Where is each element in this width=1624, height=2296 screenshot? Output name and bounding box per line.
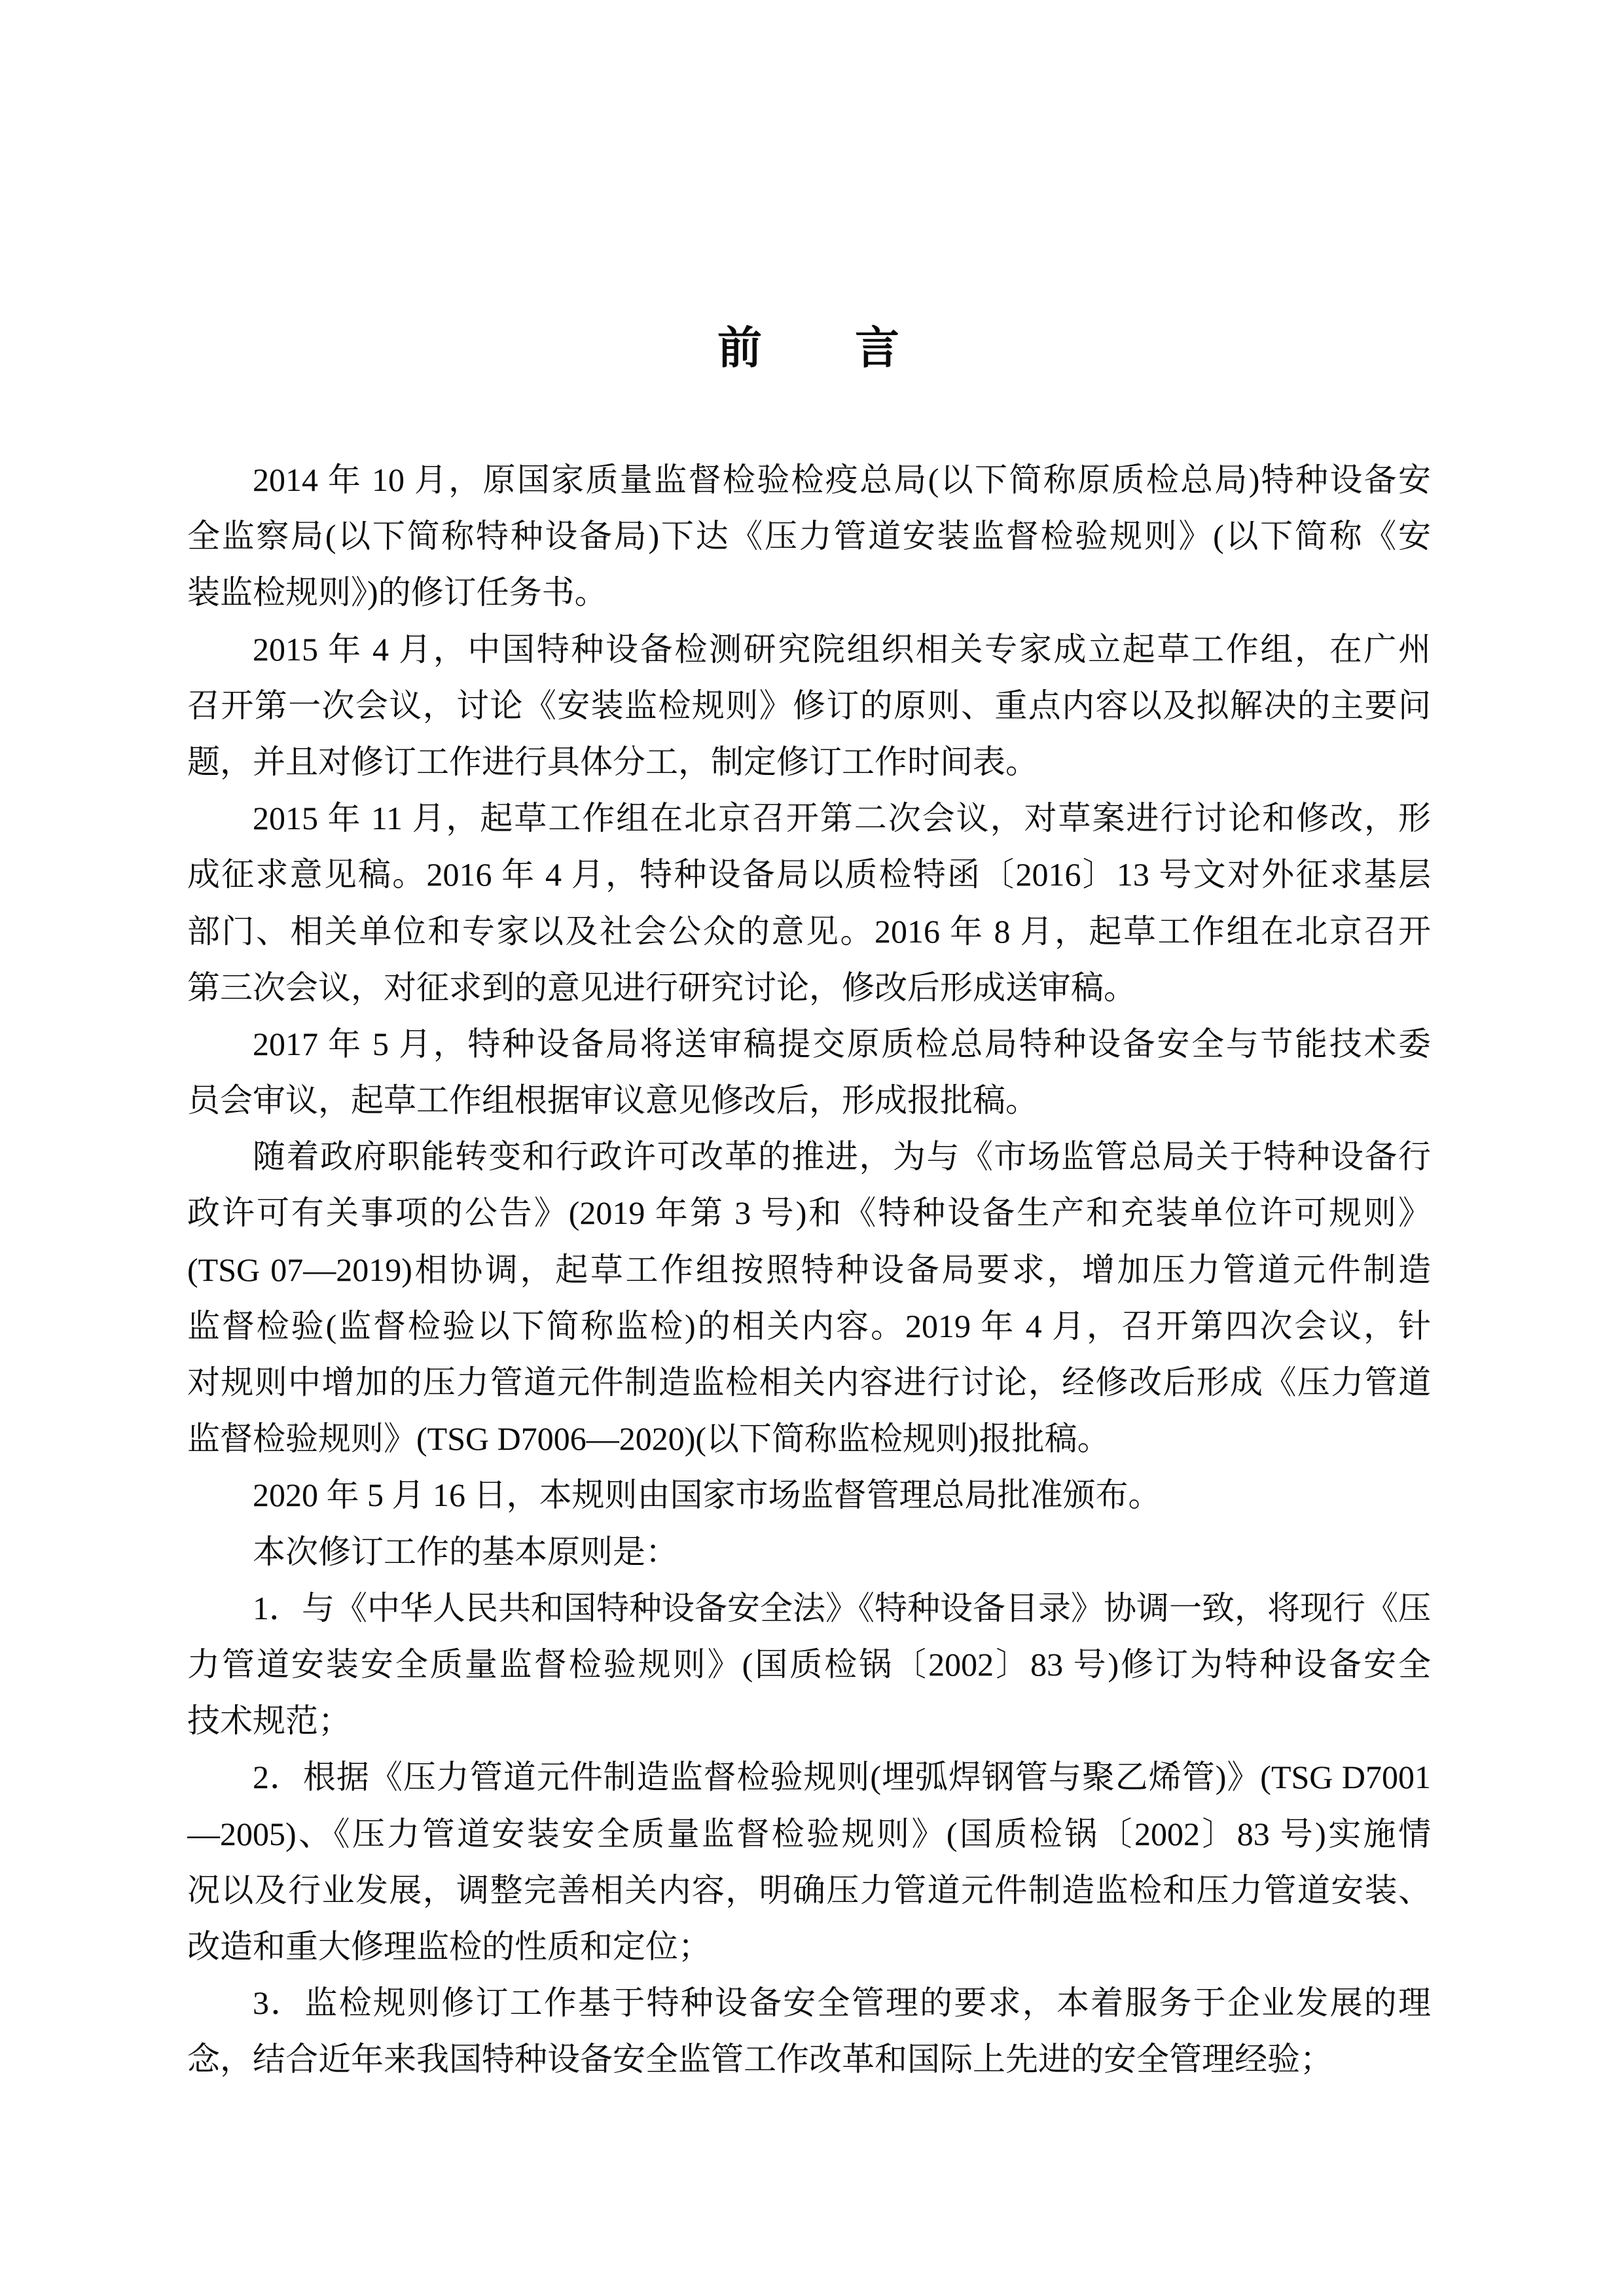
text-line: 2015 年 4 月，中国特种设备检测研究院组织相关专家成立起草工作组，在广州 xyxy=(253,630,1431,668)
page-title: 前 言 xyxy=(717,323,901,373)
paragraph xyxy=(187,452,1431,621)
text-line: 题，并且对修订工作进行具体分工，制定修订工作时间表。 xyxy=(187,743,1038,780)
text-line: 随着政府职能转变和行政许可改革的推进，为与《市场监管总局关于特种设备行 xyxy=(253,1138,1431,1175)
paragraph xyxy=(187,1524,1431,1580)
text-line: 员会审议，起草工作组根据审议意见修改后，形成报批稿。 xyxy=(187,1082,1038,1119)
text-line: 2．根据《压力管道元件制造监督检验规则(埋弧焊钢管与聚乙烯管)》(TSG D7001 xyxy=(253,1759,1431,1796)
text-line: 监督检验(监督检验以下简称监检)的相关内容。2019 年 4 月，召开第四次会议，针 xyxy=(187,1307,1431,1344)
text-line: 装监检规则》)的修订任务书。 xyxy=(187,574,607,611)
preface-body xyxy=(187,452,1431,2087)
text-line: 改造和重大修理监检的性质和定位； xyxy=(187,1928,711,1965)
paragraph xyxy=(187,1128,1431,1467)
paragraph xyxy=(187,1749,1431,1975)
text-line: 部门、相关单位和专家以及社会公众的意见。2016 年 8 月，起草工作组在北京召开 xyxy=(187,912,1431,950)
paragraph xyxy=(187,621,1431,791)
text-line: 念，结合近年来我国特种设备安全监管工作改革和国际上先进的安全管理经验； xyxy=(187,2041,1333,2078)
text-line: 对规则中增加的压力管道元件制造监检相关内容进行讨论，经修改后形成《压力管道 xyxy=(187,1364,1431,1401)
text-line: 政许可有关事项的公告》(2019 年第 3 号)和《特种设备生产和充装单位许可规则》 xyxy=(187,1194,1431,1232)
text-line: 全监察局(以下简称特种设备局)下达《压力管道安装监督检验规则》(以下简称《安 xyxy=(187,518,1431,555)
text-line: 3．监检规则修订工作基于特种设备安全管理的要求，本着服务于企业发展的理 xyxy=(253,1984,1431,2022)
text-line: 监督检验规则》(TSG D7006—2020)(以下简称监检规则)报批稿。 xyxy=(187,1420,1110,1458)
text-line: 召开第一次会议，讨论《安装监检规则》修订的原则、重点内容以及拟解决的主要问 xyxy=(187,687,1431,724)
paragraph xyxy=(187,1016,1431,1128)
text-line: 2015 年 11 月，起草工作组在北京召开第二次会议，对草案进行讨论和修改，形 xyxy=(253,800,1431,837)
paragraph xyxy=(187,1580,1431,1749)
text-line: 2014 年 10 月，原国家质量监督检验检疫总局(以下简称原质检总局)特种设备安 xyxy=(253,461,1431,498)
text-line: 2020 年 5 月 16 日，本规则由国家市场监督管理总局批准颁布。 xyxy=(253,1477,1161,1514)
text-line: 第三次会议，对征求到的意见进行研究讨论，修改后形成送审稿。 xyxy=(187,969,1136,1006)
text-line: 2017 年 5 月，特种设备局将送审稿提交原质检总局特种设备安全与节能技术委 xyxy=(253,1025,1431,1062)
text-line: (TSG 07—2019)相协调，起草工作组按照特种设备局要求，增加压力管道元件制造 xyxy=(187,1251,1431,1288)
text-line: 本次修订工作的基本原则是： xyxy=(253,1533,678,1570)
text-line: 成征求意见稿。2016 年 4 月，特种设备局以质检特函〔2016〕13 号文对外征求基层 xyxy=(187,856,1431,893)
paragraph xyxy=(187,790,1431,1016)
text-line: 1．与《中华人民共和国特种设备安全法》《特种设备目录》协调一致，将现行《压 xyxy=(253,1589,1431,1626)
text-line: 技术规范； xyxy=(187,1702,351,1740)
text-line: —2005)、《压力管道安装安全质量监督检验规则》(国质检锅〔2002〕83 号)实施情 xyxy=(187,1815,1431,1852)
text-line: 力管道安装安全质量监督检验规则》(国质检锅〔2002〕83 号)修订为特种设备安全 xyxy=(187,1645,1431,1683)
text-line: 况以及行业发展，调整完善相关内容，明确压力管道元件制造监检和压力管道安装、 xyxy=(187,1871,1431,1909)
paragraph xyxy=(187,1975,1431,2087)
paragraph xyxy=(187,1467,1431,1523)
